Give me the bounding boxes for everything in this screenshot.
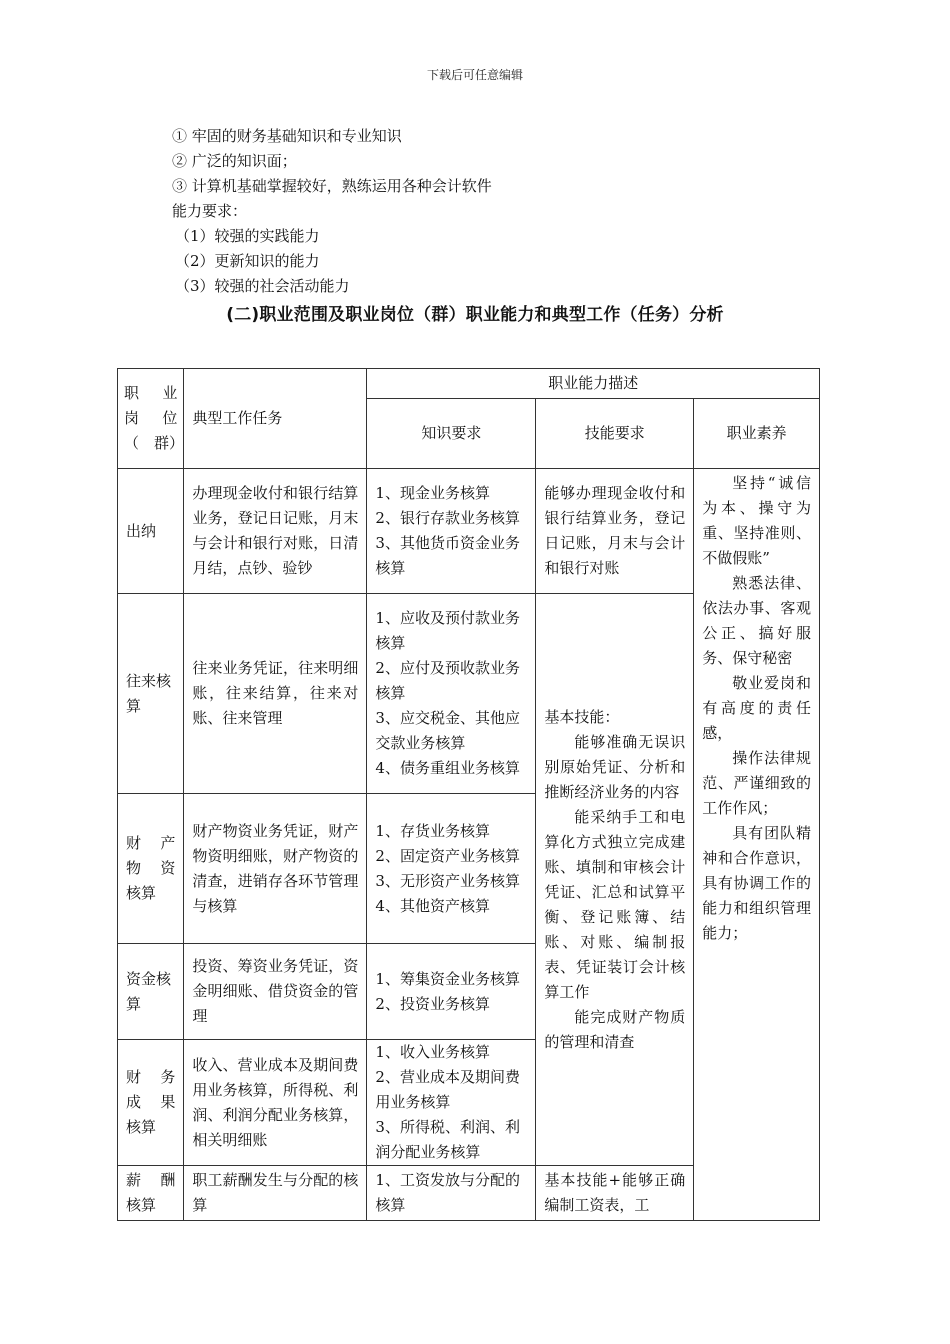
quality-cell xyxy=(694,469,820,1221)
ability-item: （3）较强的社会活动能力 xyxy=(175,277,350,295)
shared-skills-cell xyxy=(536,594,694,1166)
row-knowledge: 1、筹集资金业务核算 2、投资业务核算 xyxy=(367,944,536,1040)
row-tasks: 财产物资业务凭证，财产物资明细账，财产物资的清查，进销存各环节管理与核算 xyxy=(184,794,367,944)
ability-item: （1）较强的实践能力 xyxy=(175,227,320,245)
quality-paragraph: 熟悉法律、依法办事、客观公正、搞好服务、保守秘密 xyxy=(702,574,811,667)
header-note: 下载后可任意编辑 xyxy=(426,68,523,82)
row-knowledge: 1、收入业务核算 2、营业成本及期间费用业务核算 3、所得税、利润、利润分配业务核算 xyxy=(367,1040,536,1166)
knowledge-item: ① 牢固的财务基础知识和专业知识 xyxy=(172,127,402,145)
header-position: 职 业岗 位（ 群） xyxy=(118,369,184,469)
row-tasks: 办理现金收付和银行结算业务，登记日记账，月末与会计和银行对账，日清月结，点钞、验钞 xyxy=(184,469,367,594)
ability-item: （2）更新知识的能力 xyxy=(175,252,320,270)
header-ability-desc: 职业能力描述 xyxy=(367,369,820,399)
knowledge-item: ③ 计算机基础掌握较好，熟练运用各种会计软件 xyxy=(172,177,492,195)
header-skills: 技能要求 xyxy=(536,399,694,469)
ability-heading: 能力要求： xyxy=(172,202,248,220)
quality-paragraph: 敬业爱岗和有高度的责任感， xyxy=(702,674,811,742)
knowledge-item: ② 广泛的知识面； xyxy=(172,152,297,170)
shared-skills-paragraph: 能完成财产物质的管理和清查 xyxy=(544,1007,686,1051)
row-tasks: 投资、筹资业务凭证，资金明细账、借贷资金的管理 xyxy=(184,944,367,1040)
row-tasks: 往来业务凭证，往来明细账，往来结算，往来对账、往来管理 xyxy=(184,594,367,794)
shared-skills-heading: 基本技能： xyxy=(544,707,620,726)
quality-paragraph: 具有团队精神和合作意识，具有协调工作的能力和组织管理能力； xyxy=(702,824,811,942)
row-tasks: 收入、营业成本及期间费用业务核算，所得税、利润、利润分配业务核算，相关明细账 xyxy=(184,1040,367,1166)
row-skills: 能够办理现金收付和银行结算业务，登记日记账，月末与会计和银行对账 xyxy=(536,469,694,594)
row-position: 财 务成 果核算 xyxy=(118,1040,184,1166)
table-header-row xyxy=(118,369,820,399)
row-skills: 基本技能+能够正确编制工资表，工 xyxy=(536,1166,694,1221)
quality-paragraph: 操作法律规范、严谨细致的工作作风； xyxy=(702,749,811,817)
section-title: (二)职业范围及职业岗位（群）职业能力和典型工作（任务）分析 xyxy=(226,305,724,325)
shared-skills-paragraph: 能采纳手工和电算化方式独立完成建账、填制和审核会计凭证、汇总和试算平衡、登记账簿、结账、对账、编制报表、凭证装订会计核算工作 xyxy=(544,807,686,1001)
row-position: 资金核算 xyxy=(118,944,184,1040)
row-position: 薪 酬核算 xyxy=(118,1166,184,1221)
row-position: 出纳 xyxy=(118,469,184,594)
row-tasks: 职工薪酬发生与分配的核算 xyxy=(184,1166,367,1221)
shared-skills-paragraph: 能够准确无误识别原始凭证、分析和推断经济业务的内容 xyxy=(544,732,686,801)
header-tasks: 典型工作任务 xyxy=(184,369,367,469)
row-knowledge: 1、应收及预付款业务核算 2、应付及预收款业务核算 3、应交税金、其他应交款业务核算 4、债务重组业务核算 xyxy=(367,594,536,794)
header-quality: 职业素养 xyxy=(694,399,820,469)
header-knowledge: 知识要求 xyxy=(367,399,536,469)
intro-section xyxy=(172,124,492,299)
row-knowledge: 1、工资发放与分配的核算 xyxy=(367,1166,536,1221)
ability-analysis-table xyxy=(117,368,820,1221)
quality-paragraph: 坚持“诚信为本、操守为重、坚持准则、不做假账” xyxy=(702,474,811,567)
row-position: 财 产物 资核算 xyxy=(118,794,184,944)
table-row xyxy=(118,469,820,594)
row-knowledge: 1、现金业务核算 2、银行存款业务核算 3、其他货币资金业务核算 xyxy=(367,469,536,594)
row-knowledge: 1、存货业务核算 2、固定资产业务核算 3、无形资产业务核算 4、其他资产核算 xyxy=(367,794,536,944)
row-position: 往来核算 xyxy=(118,594,184,794)
